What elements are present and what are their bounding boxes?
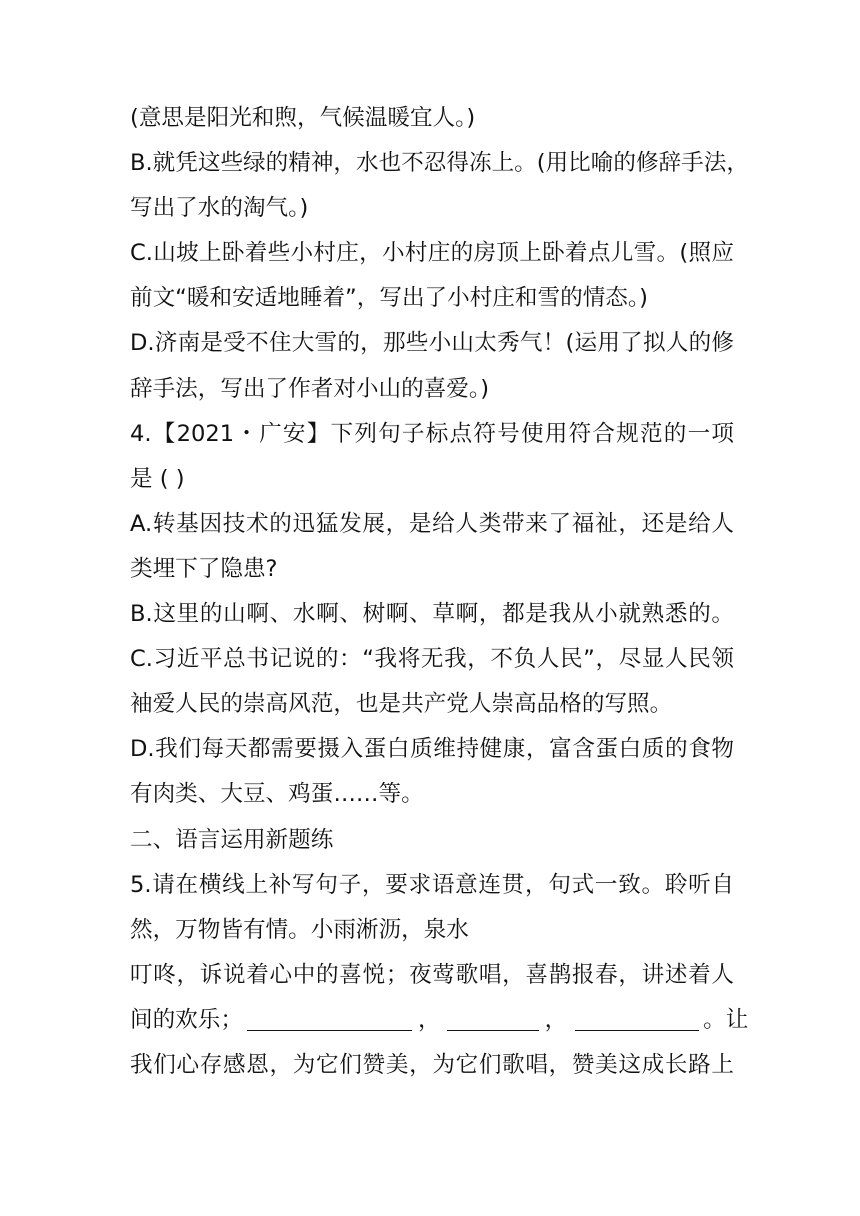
answer-blank-3[interactable]: [575, 1004, 699, 1031]
question-4-line-2: 是 ( ): [130, 465, 185, 492]
option-d-line-1: D.济南是受不住大雪的，那些小山太秀气！(运用了拟人的修: [130, 330, 734, 357]
fill-suffix: 。让: [703, 1006, 749, 1033]
question-5-last-line: 我们心存感恩，为它们赞美，为它们歌唱，赞美这成长路上: [130, 1051, 734, 1078]
document-page: [130, 96, 749, 1088]
answer-blank-2[interactable]: [447, 1004, 539, 1031]
option-b-line-2: 写出了水的淘气。): [130, 195, 309, 222]
option-c-line-1: C.山坡上卧着些小村庄，小村庄的房顶上卧着点儿雪。(照应: [130, 240, 734, 267]
question-5-line-2: 然，万物皆有情。小雨淅沥，泉水: [130, 916, 469, 943]
answer-blank-1[interactable]: [247, 1004, 412, 1031]
section-heading: 二、语言运用新题练: [130, 826, 334, 853]
question-4-line-1: 4.【2021・广安】下列句子标点符号使用符合规范的一项: [130, 420, 734, 447]
fill-prefix: 间的欢乐；: [130, 1006, 243, 1033]
text-line: (意思是阳光和煦，气候温暖宜人。): [130, 105, 476, 131]
option-b-line-1: B.就凭这些绿的精神，水也不忍得冻上。(用比喻的修辞手法，: [130, 150, 749, 177]
option-d-line-2: 辞手法，写出了作者对小山的喜爱。): [130, 375, 490, 402]
question-5-line-1: 5.请在横线上补写句子，要求语意连贯，句式一致。聆听自: [130, 871, 734, 898]
fill-in-line: [130, 998, 749, 1043]
q4-option-d-line-2: 有肉类、大豆、鸡蛋……等。: [130, 781, 424, 808]
q4-option-a-line-2: 类埋下了隐患?: [130, 555, 278, 582]
q4-option-b-line: B.这里的山啊、水啊、树啊、草啊，都是我从小就熟悉的。: [130, 601, 734, 628]
q4-option-a-line-1: A.转基因技术的迅猛发展，是给人类带来了福祉，还是给人: [130, 510, 734, 537]
fill-separator-2: ，: [544, 1006, 568, 1033]
question-5-line-3: 叮咚，诉说着心中的喜悦；夜莺歌唱，喜鹊报春，讲述着人: [130, 961, 734, 988]
q4-option-c-line-2: 袖爱人民的崇高风范，也是共产党人崇高品格的写照。: [130, 691, 673, 718]
q4-option-d-line-1: D.我们每天都需要摄入蛋白质维持健康，富含蛋白质的食物: [130, 736, 734, 763]
fill-separator-1: ，: [417, 1006, 441, 1033]
q4-option-c-line-1: C.习近平总书记说的：“我将无我，不负人民”，尽显人民领: [130, 646, 734, 673]
option-c-line-2: 前文“暖和安适地睡着”，写出了小村庄和雪的情态。): [130, 285, 648, 312]
